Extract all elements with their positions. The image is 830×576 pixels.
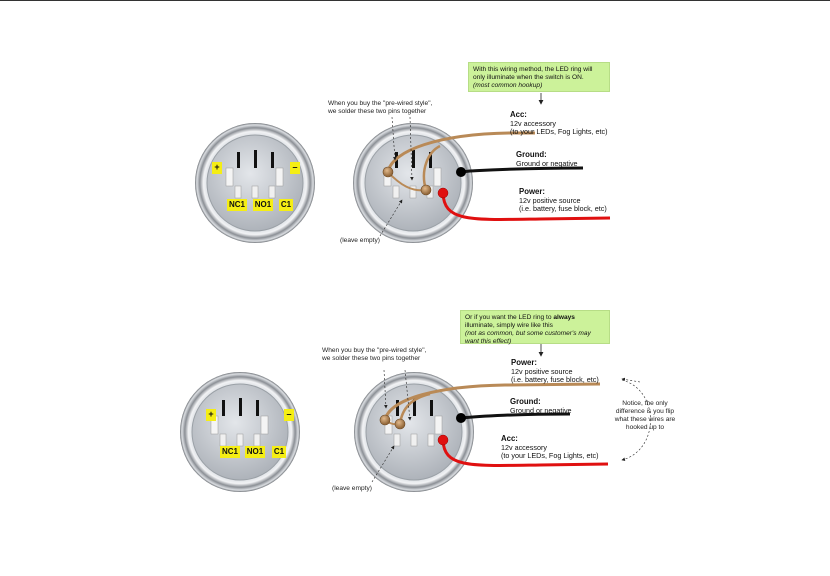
top-nc1-label: NC1 (228, 200, 245, 209)
bottom-side-line4: hooked up to (625, 424, 665, 431)
bottom-acc-line2: (to your LEDs, Fog Lights, etc) (501, 451, 599, 461)
bottom-power-label (511, 359, 599, 385)
bottom-ground-title: Ground: (510, 397, 541, 406)
top-acc-title: Acc: (510, 110, 527, 119)
bottom-power-title: Power: (511, 358, 537, 367)
top-power-line2: (i.e. battery, fuse block, etc) (519, 204, 607, 214)
top-acc-line1: 12v accessory (510, 118, 556, 128)
bottom-plus-label: + (206, 409, 216, 421)
bottom-note (460, 310, 610, 344)
bottom-switch-left (180, 372, 300, 492)
bottom-dot-a (380, 415, 390, 425)
bottom-power-line2: (i.e. battery, fuse block, etc) (511, 375, 599, 385)
top-switch-right (353, 123, 473, 243)
bottom-no1-label: NO1 (246, 447, 264, 456)
top-ground-wire (461, 168, 583, 172)
bottom-switch-right (354, 372, 474, 492)
top-leave-empty: (leave empty) (340, 237, 380, 244)
bottom-leave-empty: (leave empty) (332, 485, 372, 492)
bottom-dot-b (395, 419, 405, 429)
bottom-minus-label: – (284, 409, 294, 421)
bottom-note-line1-bold: always (553, 314, 575, 321)
bottom-side-line1: Notice, the only (622, 400, 668, 407)
top-power-label (519, 188, 607, 214)
top-ground-line1: Ground or negative (516, 158, 578, 168)
bottom-red-dot (438, 435, 448, 445)
top-note-line2: only illuminate when the switch is ON. (473, 74, 584, 81)
top-acc-dot-a (383, 167, 393, 177)
bottom-ground-dot (456, 413, 466, 423)
top-ground-label (516, 151, 578, 168)
bottom-note-line2: illuminate, simply wire like this (465, 322, 553, 329)
top-minus-label: – (290, 162, 300, 174)
bottom-ground-label (510, 398, 572, 415)
bottom-note-line1-pre: Or if you want the LED ring to (465, 314, 554, 321)
bottom-power-line1: 12v positive source (511, 366, 573, 376)
bottom-prewired-line2: we solder these two pins together (322, 355, 421, 362)
bottom-prewired-note (322, 347, 426, 363)
bottom-note-line3: (not as common, but some customer's may (465, 330, 591, 337)
top-c1-label: C1 (280, 200, 292, 209)
top-note (468, 62, 610, 92)
top-acc-dot-b (421, 185, 431, 195)
top-ground-dot (456, 167, 466, 177)
top-power-title: Power: (519, 187, 545, 196)
top-power-line1: 12v positive source (519, 195, 581, 205)
bottom-side-line3: what these wires are (614, 416, 676, 423)
top-no1-label: NO1 (254, 200, 272, 209)
bottom-acc-title: Acc: (501, 434, 518, 443)
bottom-flip-arrow-top (622, 379, 640, 382)
top-ground-title: Ground: (516, 150, 547, 159)
top-switch-left (195, 123, 315, 243)
top-prewired-line1: When you buy the "pre-wired style", (328, 100, 433, 107)
top-acc-label (510, 111, 607, 137)
bottom-nc1-label: NC1 (221, 447, 238, 456)
bottom-note-line4: want this effect) (465, 338, 512, 345)
bottom-ground-line1: Ground or negative (510, 405, 572, 415)
top-plus-label: + (212, 162, 222, 174)
bottom-acc-label (501, 435, 598, 461)
bottom-c1-label: C1 (273, 447, 285, 456)
top-prewired-note (328, 100, 432, 116)
top-note-line1: With this wiring method, the LED ring will (473, 66, 593, 73)
bottom-side-note (610, 400, 680, 432)
top-prewired-line2: we solder these two pins together (328, 108, 427, 115)
top-note-line3: (most common hookup) (473, 82, 543, 89)
bottom-prewired-line1: When you buy the "pre-wired style", (322, 347, 427, 354)
bottom-acc-line1: 12v accessory (501, 442, 547, 452)
top-acc-line2: (to your LEDs, Fog Lights, etc) (510, 127, 608, 137)
top-power-dot (438, 188, 448, 198)
bottom-side-line2: difference is you flip (615, 408, 675, 415)
